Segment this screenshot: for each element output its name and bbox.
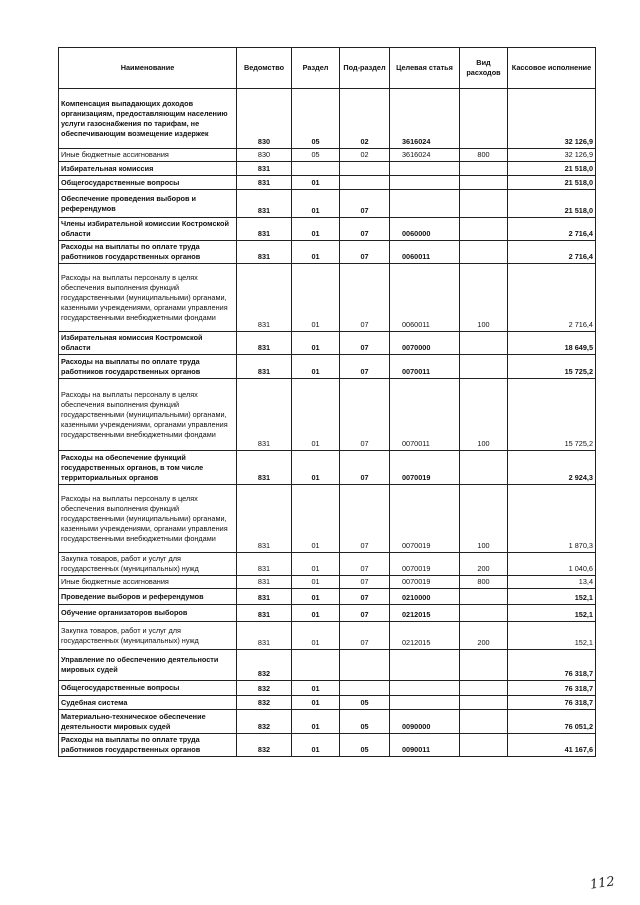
cell-name: Обучение организаторов выборов <box>59 605 237 622</box>
table-row <box>59 696 596 710</box>
cell-name: Общегосударственные вопросы <box>59 681 237 696</box>
cell-tselevaya-statya: 0070011 <box>390 379 460 451</box>
cell-amount: 13,4 <box>508 576 596 589</box>
header-razdel: Раздел <box>292 48 340 89</box>
header-vid-raskhodov: Вид расходов <box>460 48 508 89</box>
cell-name: Судебная система <box>59 696 237 710</box>
cell-vid-raskhodov <box>460 332 508 355</box>
cell-vedomstvo: 832 <box>237 710 292 734</box>
cell-razdel: 05 <box>292 89 340 149</box>
cell-amount: 2 716,4 <box>508 264 596 332</box>
cell-vedomstvo: 831 <box>237 379 292 451</box>
table-row <box>59 379 596 451</box>
cell-amount: 18 649,5 <box>508 332 596 355</box>
cell-vedomstvo: 830 <box>237 149 292 162</box>
cell-vedomstvo: 832 <box>237 696 292 710</box>
cell-tselevaya-statya: 0210000 <box>390 589 460 605</box>
cell-razdel: 01 <box>292 264 340 332</box>
table-row <box>59 162 596 176</box>
cell-tselevaya-statya <box>390 190 460 218</box>
cell-name: Закупка товаров, работ и услуг для государственных (муниципальных) нужд <box>59 553 237 576</box>
cell-podrazdel <box>340 681 390 696</box>
cell-amount: 76 051,2 <box>508 710 596 734</box>
cell-razdel: 01 <box>292 355 340 379</box>
cell-name: Избирательная комиссия <box>59 162 237 176</box>
cell-tselevaya-statya: 0212015 <box>390 605 460 622</box>
header-kassovoe-ispolnenie: Кассовое исполнение <box>508 48 596 89</box>
cell-name: Компенсация выпадающих доходов организациям, предоставляющим населению услуги газоснабжения по тарифам, не обеспечивающим возмещение издержек <box>59 89 237 149</box>
table-row <box>59 710 596 734</box>
cell-amount: 152,1 <box>508 605 596 622</box>
cell-vedomstvo: 831 <box>237 332 292 355</box>
cell-name: Расходы на обеспечение функций государственных органов, в том числе территориальных органов <box>59 451 237 485</box>
cell-amount: 15 725,2 <box>508 355 596 379</box>
table-row <box>59 650 596 681</box>
table-row <box>59 355 596 379</box>
cell-razdel: 01 <box>292 485 340 553</box>
cell-vid-raskhodov: 100 <box>460 485 508 553</box>
cell-amount: 152,1 <box>508 622 596 650</box>
cell-name: Закупка товаров, работ и услуг для государственных (муниципальных) нужд <box>59 622 237 650</box>
cell-name: Материально-техническое обеспечение деятельности мировых судей <box>59 710 237 734</box>
cell-tselevaya-statya <box>390 696 460 710</box>
cell-vedomstvo: 831 <box>237 218 292 241</box>
cell-amount: 21 518,0 <box>508 162 596 176</box>
cell-name: Избирательная комиссия Костромской области <box>59 332 237 355</box>
cell-razdel: 01 <box>292 218 340 241</box>
cell-vedomstvo: 831 <box>237 576 292 589</box>
table-row <box>59 589 596 605</box>
table-row <box>59 553 596 576</box>
cell-razdel: 01 <box>292 734 340 757</box>
cell-vid-raskhodov <box>460 710 508 734</box>
cell-tselevaya-statya: 0090011 <box>390 734 460 757</box>
cell-vid-raskhodov <box>460 696 508 710</box>
cell-tselevaya-statya: 0060011 <box>390 264 460 332</box>
cell-razdel: 01 <box>292 379 340 451</box>
cell-razdel: 01 <box>292 332 340 355</box>
table-row <box>59 176 596 190</box>
cell-razdel: 05 <box>292 149 340 162</box>
cell-razdel <box>292 162 340 176</box>
cell-amount: 41 167,6 <box>508 734 596 757</box>
cell-name: Расходы на выплаты по оплате труда работников государственных органов <box>59 355 237 379</box>
cell-vid-raskhodov <box>460 650 508 681</box>
cell-amount: 152,1 <box>508 589 596 605</box>
cell-vedomstvo: 831 <box>237 355 292 379</box>
cell-podrazdel <box>340 176 390 190</box>
cell-razdel: 01 <box>292 589 340 605</box>
cell-tselevaya-statya: 0070019 <box>390 553 460 576</box>
table-row <box>59 451 596 485</box>
table-row <box>59 622 596 650</box>
cell-razdel: 01 <box>292 553 340 576</box>
header-name: Наименование <box>59 48 237 89</box>
cell-podrazdel: 05 <box>340 710 390 734</box>
cell-vid-raskhodov <box>460 241 508 264</box>
cell-podrazdel: 07 <box>340 451 390 485</box>
table-body <box>59 89 596 757</box>
cell-name: Расходы на выплаты персоналу в целях обеспечения выполнения функций государственными (муниципальными) органами, казенными учреждениями, органами управления государственными внебюджетными фондами <box>59 485 237 553</box>
cell-amount: 1 040,6 <box>508 553 596 576</box>
cell-vedomstvo: 831 <box>237 553 292 576</box>
cell-vid-raskhodov <box>460 218 508 241</box>
cell-podrazdel: 07 <box>340 379 390 451</box>
cell-vid-raskhodov: 100 <box>460 379 508 451</box>
cell-razdel: 01 <box>292 696 340 710</box>
cell-podrazdel: 07 <box>340 485 390 553</box>
cell-name: Управление по обеспечению деятельности мировых судей <box>59 650 237 681</box>
cell-name: Обеспечение проведения выборов и референдумов <box>59 190 237 218</box>
table-row <box>59 89 596 149</box>
cell-tselevaya-statya: 0090000 <box>390 710 460 734</box>
cell-vid-raskhodov: 200 <box>460 622 508 650</box>
table-header <box>59 48 596 89</box>
cell-vedomstvo: 831 <box>237 622 292 650</box>
cell-razdel: 01 <box>292 681 340 696</box>
table-row <box>59 485 596 553</box>
cell-tselevaya-statya <box>390 162 460 176</box>
cell-vedomstvo: 830 <box>237 89 292 149</box>
cell-podrazdel: 07 <box>340 355 390 379</box>
cell-vedomstvo: 831 <box>237 605 292 622</box>
cell-vedomstvo: 831 <box>237 264 292 332</box>
cell-podrazdel: 02 <box>340 89 390 149</box>
cell-vid-raskhodov: 800 <box>460 576 508 589</box>
table-row <box>59 576 596 589</box>
cell-tselevaya-statya: 3616024 <box>390 149 460 162</box>
cell-vid-raskhodov <box>460 176 508 190</box>
cell-vid-raskhodov <box>460 451 508 485</box>
cell-amount: 76 318,7 <box>508 696 596 710</box>
cell-amount: 76 318,7 <box>508 681 596 696</box>
cell-vedomstvo: 832 <box>237 734 292 757</box>
cell-amount: 21 518,0 <box>508 176 596 190</box>
cell-vedomstvo: 832 <box>237 681 292 696</box>
cell-tselevaya-statya: 0070000 <box>390 332 460 355</box>
cell-vedomstvo: 832 <box>237 650 292 681</box>
cell-podrazdel: 02 <box>340 149 390 162</box>
cell-tselevaya-statya: 0060011 <box>390 241 460 264</box>
header-podrazdel: Под-раздел <box>340 48 390 89</box>
cell-vid-raskhodov <box>460 162 508 176</box>
cell-vedomstvo: 831 <box>237 162 292 176</box>
cell-amount: 15 725,2 <box>508 379 596 451</box>
cell-vedomstvo: 831 <box>237 589 292 605</box>
cell-podrazdel: 07 <box>340 218 390 241</box>
cell-vid-raskhodov <box>460 89 508 149</box>
cell-amount: 32 126,9 <box>508 89 596 149</box>
header-vedomstvo: Ведомство <box>237 48 292 89</box>
cell-vedomstvo: 831 <box>237 485 292 553</box>
cell-vid-raskhodov: 800 <box>460 149 508 162</box>
cell-amount: 76 318,7 <box>508 650 596 681</box>
cell-razdel: 01 <box>292 622 340 650</box>
cell-name: Проведение выборов и референдумов <box>59 589 237 605</box>
cell-podrazdel: 07 <box>340 576 390 589</box>
cell-vedomstvo: 831 <box>237 241 292 264</box>
cell-tselevaya-statya <box>390 650 460 681</box>
cell-podrazdel: 07 <box>340 264 390 332</box>
cell-podrazdel: 07 <box>340 241 390 264</box>
cell-podrazdel: 07 <box>340 589 390 605</box>
cell-tselevaya-statya: 0070019 <box>390 576 460 589</box>
cell-razdel: 01 <box>292 176 340 190</box>
cell-podrazdel: 07 <box>340 605 390 622</box>
cell-vid-raskhodov <box>460 589 508 605</box>
table-row <box>59 241 596 264</box>
header-tselevaya-statya: Целевая статья <box>390 48 460 89</box>
cell-razdel: 01 <box>292 576 340 589</box>
cell-vid-raskhodov: 100 <box>460 264 508 332</box>
cell-name: Расходы на выплаты по оплате труда работников государственных органов <box>59 734 237 757</box>
cell-tselevaya-statya: 0070019 <box>390 451 460 485</box>
cell-name: Расходы на выплаты по оплате труда работников государственных органов <box>59 241 237 264</box>
cell-podrazdel: 05 <box>340 734 390 757</box>
cell-razdel: 01 <box>292 241 340 264</box>
table-row <box>59 218 596 241</box>
cell-razdel: 01 <box>292 710 340 734</box>
cell-amount: 1 870,3 <box>508 485 596 553</box>
cell-podrazdel: 05 <box>340 696 390 710</box>
cell-name: Общегосударственные вопросы <box>59 176 237 190</box>
table-row <box>59 332 596 355</box>
cell-podrazdel <box>340 650 390 681</box>
cell-podrazdel: 07 <box>340 622 390 650</box>
cell-name: Члены избирательной комиссии Костромской области <box>59 218 237 241</box>
cell-vid-raskhodov <box>460 681 508 696</box>
cell-name: Иные бюджетные ассигнования <box>59 149 237 162</box>
cell-vid-raskhodov: 200 <box>460 553 508 576</box>
table-row <box>59 264 596 332</box>
cell-tselevaya-statya: 0060000 <box>390 218 460 241</box>
cell-vid-raskhodov <box>460 355 508 379</box>
cell-amount: 21 518,0 <box>508 190 596 218</box>
cell-name: Расходы на выплаты персоналу в целях обеспечения выполнения функций государственными (муниципальными) органами, казенными учреждениями, органами управления государственными внебюджетными фондами <box>59 379 237 451</box>
cell-vedomstvo: 831 <box>237 190 292 218</box>
page-number: 112 <box>589 874 616 893</box>
cell-podrazdel <box>340 162 390 176</box>
cell-name: Расходы на выплаты персоналу в целях обеспечения выполнения функций государственными (муниципальными) органами, казенными учреждениями, органами управления государственными внебюджетными фондами <box>59 264 237 332</box>
cell-vid-raskhodov <box>460 190 508 218</box>
cell-tselevaya-statya: 3616024 <box>390 89 460 149</box>
cell-amount: 2 716,4 <box>508 218 596 241</box>
table-row <box>59 681 596 696</box>
table-row <box>59 149 596 162</box>
cell-tselevaya-statya: 0070019 <box>390 485 460 553</box>
cell-razdel: 01 <box>292 190 340 218</box>
cell-tselevaya-statya: 0070011 <box>390 355 460 379</box>
cell-podrazdel: 07 <box>340 190 390 218</box>
table-row <box>59 190 596 218</box>
cell-amount: 32 126,9 <box>508 149 596 162</box>
cell-razdel: 01 <box>292 605 340 622</box>
cell-tselevaya-statya <box>390 176 460 190</box>
cell-amount: 2 924,3 <box>508 451 596 485</box>
cell-vid-raskhodov <box>460 734 508 757</box>
cell-razdel: 01 <box>292 451 340 485</box>
cell-razdel <box>292 650 340 681</box>
cell-podrazdel: 07 <box>340 332 390 355</box>
cell-vedomstvo: 831 <box>237 451 292 485</box>
cell-tselevaya-statya: 0212015 <box>390 622 460 650</box>
table-row <box>59 734 596 757</box>
table-row <box>59 605 596 622</box>
cell-amount: 2 716,4 <box>508 241 596 264</box>
cell-podrazdel: 07 <box>340 553 390 576</box>
cell-name: Иные бюджетные ассигнования <box>59 576 237 589</box>
cell-vid-raskhodov <box>460 605 508 622</box>
cell-tselevaya-statya <box>390 681 460 696</box>
cell-vedomstvo: 831 <box>237 176 292 190</box>
budget-table <box>58 47 596 757</box>
